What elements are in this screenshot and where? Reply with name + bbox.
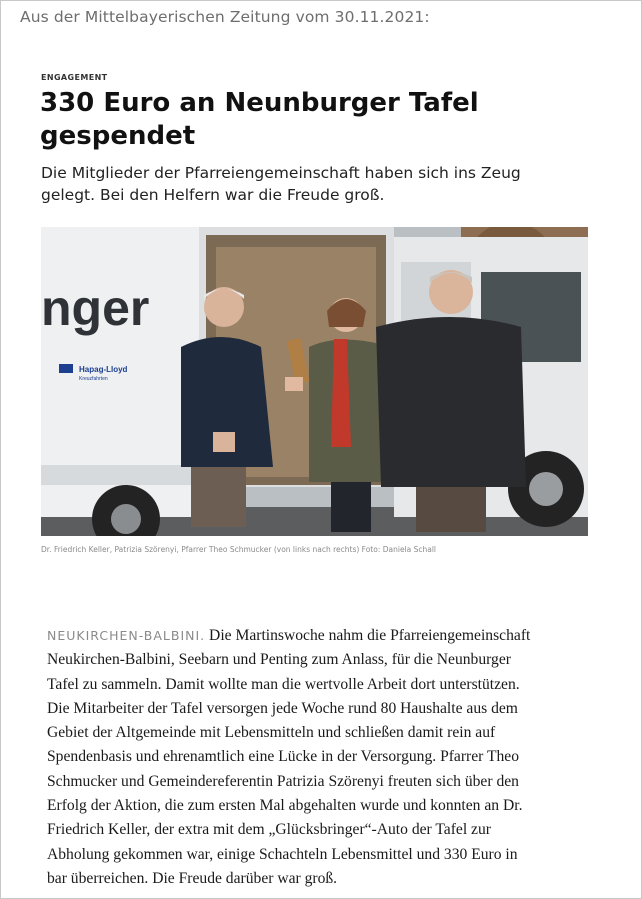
source-line: Aus der Mittelbayerischen Zeitung vom 30.11.2021: [20,8,430,26]
article-kicker: ENGAGEMENT [41,73,108,82]
van-logo: Hapag-Lloyd [79,365,128,374]
article-body [47,624,587,891]
article-photo [41,227,588,536]
van-lettering: nger [41,280,150,336]
article-body-text: Die Martinswoche nahm die Pfarreiengemeinschaft Neukirchen-Balbini, Seebarn und Penting zum Anlass, für die Neunburger Tafel zu sammeln. Damit wollte man die wertvolle Arbeit dort unterstützen. Die Mitarbeiter der Tafel versorgen jede Woche rund 80 Haushalte aus dem Gebiet der Altgemeinde mit Lebensmitteln und schließen damit rein auf Spendenbasis und ehrenamtlich eine Lücke in der Versorgung. Pfarrer Theo Schmucker und Gemeindereferentin Patrizia Szörenyi freuten sich über den Erfolg der Aktion, die zum ersten Mal abgehalten wurde und konnten an Dr. Friedrich Keller, der extra mit dem „Glücksbringer“-Auto der Tafel zur Abholung gekommen war, einige Schachteln Lebensmittel und 330 Euro in bar überreichen. Die Freude darüber war groß. [47,627,531,887]
photo-caption: Dr. Friedrich Keller, Patrizia Szörenyi, Pfarrer Theo Schmucker (von links nach rechts) Foto: Daniela Schall [41,545,437,554]
article-dateline: NEUKIRCHEN-BALBINI. [47,628,206,643]
article-teaser: Die Mitglieder der Pfarreiengemeinschaft haben sich ins Zeug gelegt. Bei den Helfern war die Freude groß. [41,164,521,204]
van-logo-sub: Kreuzfahrten [79,376,108,382]
article-headline: 330 Euro an Neunburger Tafel gespendet [40,88,479,151]
